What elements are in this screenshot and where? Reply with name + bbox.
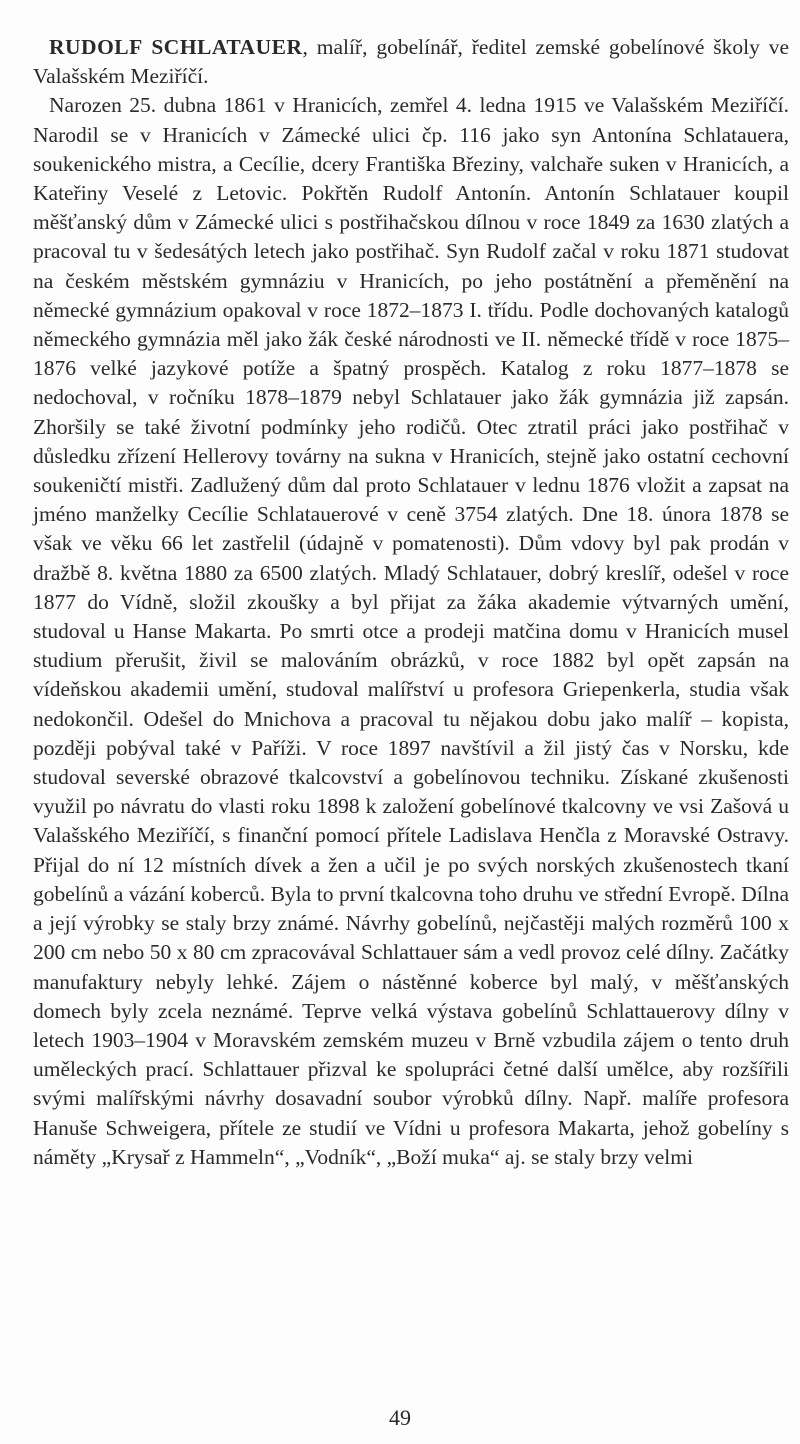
page-number: 49 [389,1405,411,1430]
entry-body-paragraph: Narozen 25. dubna 1861 v Hranicích, zemřel 4. ledna 1915 ve Valašském Meziříčí. Narodil se v Hranicích v Zámecké ulici čp. 116 jako syn Antonína Schlatauera, soukenického mistra, a Cecílie, dcery Františka Březiny, valchaře suken v Hranicích, a Kateřiny Veselé z Letovic. Pokřtěn Rudolf Antonín. Antonín Schlatauer koupil měšťanský dům v Zámecké ulici s postřihačskou dílnou v roce 1849 za 1630 zlatých a pracoval tu v šedesátých letech jako postřihač. Syn Rudolf začal v roku 1871 studovat na českém městském gymnáziu v Hranicích, po jeho postátnění a přeměnění na německé gymnázium opakoval v roce 1872–1873 I. třídu. Podle dochovaných katalogů německého gymnázia měl jako žák české národnosti ve II. německé třídě v roce 1875–1876 velké jazykové potíže a špatný prospěch. Katalog z roku 1877–1878 se nedochoval, v ročníku 1878–1879 nebyl Schlatauer jako žák gymnázia již zapsán. Zhoršily se také životní podmínky jeho rodičů. Otec ztratil práci jako postřihač v důsledku zřízení Hellerovy továrny na sukna v Hranicích, stejně jako ostatní cechovní soukeničtí mistři. Zadlužený dům dal proto Schlatauer v lednu 1876 vložit a zapsat na jméno manželky Cecílie Schlatauerové v ceně 3754 zlatých. Dne 18. února 1878 se však ve věku 66 let zastřelil (údajně v pomatenosti). Dům vdovy byl pak prodán v dražbě 8. května 1880 za 6500 zlatých. Mladý Schlatauer, dobrý kreslíř, odešel v roce 1877 do Vídně, složil zkoušky a byl přijat za žáka akademie výtvarných umění, studoval u Hanse Makarta. Po smrti otce a prodeji matčina domu v Hranicích musel studium přerušit, živil se malováním obrázků, v roce 1882 byl opět zapsán na vídeňskou akademii umění, studoval malířství u profesora Griepenkerla, studia však nedokončil. Odešel do Mnichova a pracoval tu nějakou dobu jako malíř – kopista, později pobýval také v Paříži. V roce 1897 navštívil a žil jistý čas v Norsku, kde studoval severské obrazové tkalcovství a gobelínovou techniku. Získané zkušenosti využil po návratu do vlasti roku 1898 k založení gobelínové tkalcovny ve vsi Zašová u Valašského Meziříčí, s finanční pomocí přítele Ladislava Henčla z Moravské Ostravy. Přijal do ní 12 místních dívek a žen a učil je po svých norských zkušenostech tkaní gobelínů a vázání koberců. Byla to první tkalcovna toho druhu ve střední Evropě. Dílna a její výrobky se staly brzy známé. Návrhy gobelínů, nejčastěji malých rozměrů 100 x 200 cm nebo 50 x 80 cm zpracovával Schlattauer sám a vedl provoz celé dílny. Začátky manufaktury nebyly lehké. Zájem o nástěnné koberce byl malý, v měšťanských domech byly zcela neznámé. Teprve velká výstava gobelínů Schlattauerovy dílny v letech 1903–1904 v Moravském zemském muzeu v Brně vzbudila zájem o tento druh uměleckých prací. Schlattauer přizval ke spolupráci četné další umělce, aby rozšířili svými malířskými návrhy dosavadní soubor výrobků dílny. Např. malíře profesora Hanuše Schweigera, přítele ze studií ve Vídni u profesora Makarta, jehož gobelíny s náměty „Krysař z Hammeln“, „Vodník“, „Boží muka“ aj. se staly brzy velmi [33,93,789,1169]
entry-intro: , malíř, gobelínář, ředitel zemské gobelínové školy ve Valašském Meziříčí. [33,35,789,89]
entry-name: RUDOLF SCHLATAUER [49,35,303,59]
article-text [33,33,789,1172]
entry-heading-paragraph [33,33,789,91]
